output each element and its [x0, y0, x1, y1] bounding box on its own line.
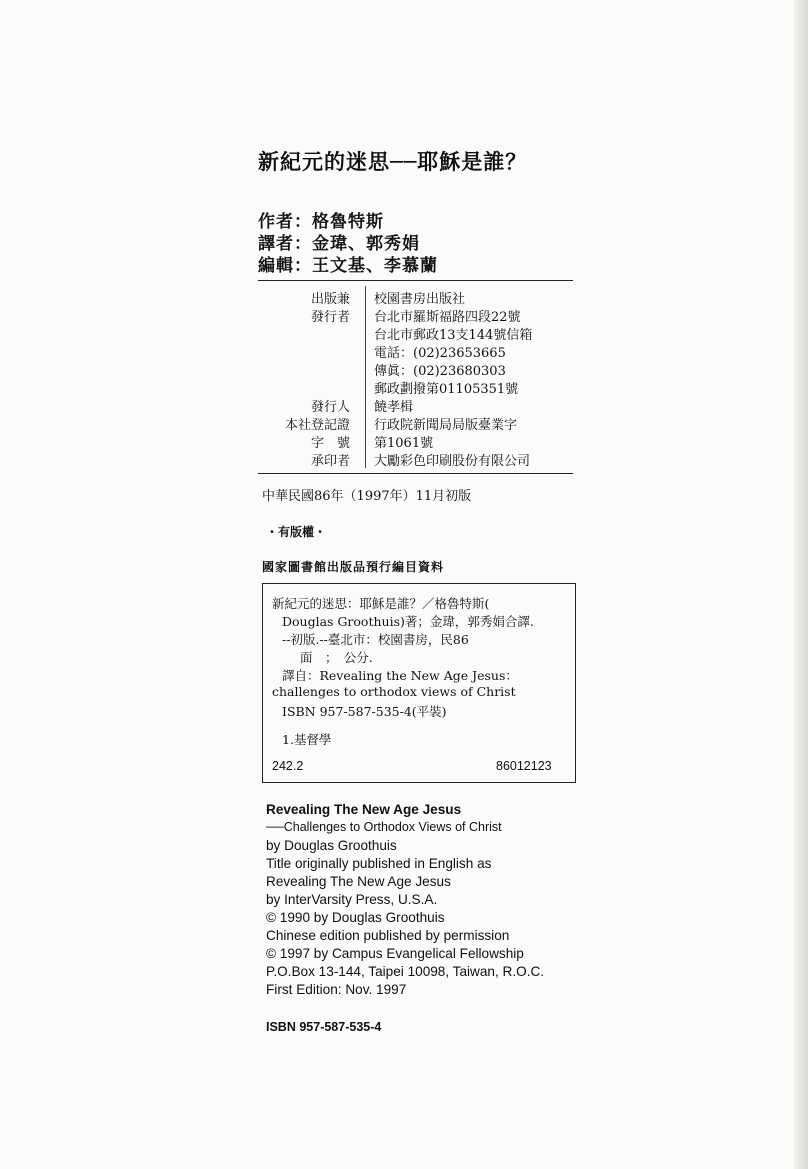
- english-line: ──Challenges to Orthodox Views of Christ: [266, 820, 502, 834]
- cip-line: ISBN 957-587-535-4(平裝): [282, 704, 447, 719]
- credit-value: 王文基、李慕蘭: [312, 256, 438, 276]
- publisher-label: 承印者: [310, 454, 350, 469]
- credit-value: 金瑋、郭秀娟: [312, 234, 420, 254]
- english-line: P.O.Box 13-144, Taipei 10098, Taiwan, R.O.C.: [266, 964, 545, 979]
- cip-line: challenges to orthodox views of Christ: [272, 684, 516, 699]
- publisher-label: 字 號: [310, 436, 350, 451]
- credit-label: 譯者：: [258, 234, 312, 254]
- english-title: Revealing The New Age Jesus: [266, 802, 462, 817]
- cip-line: Douglas Groothuis)著；金瑋，郭秀娟合譯.: [282, 614, 534, 629]
- publisher-label: 發行者: [310, 310, 350, 325]
- publisher-value: 台北市郵政13支144號信箱: [374, 328, 533, 343]
- english-line: © 1997 by Campus Evangelical Fellowship: [266, 946, 524, 961]
- publisher-value: 饒孝楫: [374, 400, 414, 415]
- publisher-value: 台北市羅斯福路四段22號: [374, 310, 521, 325]
- cip-class-number: 242.2: [272, 759, 304, 773]
- english-isbn: ISBN 957-587-535-4: [266, 1020, 382, 1034]
- credit-value: 格魯特斯: [312, 212, 384, 232]
- publisher-label: 本社登記證: [284, 418, 350, 433]
- publisher-value: 第1061號: [374, 436, 434, 451]
- cip-subject: 1.基督學: [282, 732, 332, 747]
- publisher-label: 出版兼: [310, 292, 350, 307]
- english-line: Title originally published in English as: [266, 856, 492, 871]
- page-edge: [794, 0, 808, 1169]
- english-line: Revealing The New Age Jesus: [266, 874, 451, 889]
- publisher-info-divider: [365, 286, 366, 468]
- credit-editor: [258, 251, 438, 276]
- copyright-notice: ・有版權・: [266, 525, 327, 539]
- cip-line: 面 ； 公分.: [300, 650, 373, 665]
- edition-line: 中華民國86年（1997年）11月初版: [262, 489, 472, 504]
- book-title: 新紀元的迷思──耶穌是誰？: [258, 149, 528, 174]
- english-line: First Edition: Nov. 1997: [266, 982, 407, 997]
- publisher-label: 發行人: [310, 400, 350, 415]
- publisher-value: 行政院新聞局局版臺業字: [374, 418, 518, 433]
- cip-line: --初版.--臺北市：校園書房，民86: [282, 632, 469, 647]
- cip-line: 譯自：Revealing the New Age Jesus：: [282, 668, 518, 683]
- english-line: Chinese edition published by permission: [266, 928, 510, 943]
- english-line: by InterVarsity Press, U.S.A.: [266, 892, 438, 907]
- cip-heading: 國家圖書館出版品預行編目資料: [262, 560, 445, 574]
- publisher-value: 傳眞：(02)23680303: [374, 364, 506, 379]
- english-line: © 1990 by Douglas Groothuis: [266, 910, 445, 925]
- publisher-value: 電話：(02)23653665: [374, 346, 506, 361]
- cip-line: 新紀元的迷思：耶穌是誰？／格魯特斯(: [272, 596, 490, 611]
- publisher-value: 校園書房出版社: [374, 292, 466, 307]
- cip-record-number: 86012123: [496, 759, 552, 773]
- english-line: by Douglas Groothuis: [266, 838, 397, 853]
- publisher-value: 大勵彩色印刷股份有限公司: [374, 454, 531, 469]
- publisher-value: 郵政劃撥第01105351號: [374, 382, 519, 397]
- credit-label: 編輯：: [258, 256, 312, 276]
- credit-label: 作者：: [258, 212, 312, 232]
